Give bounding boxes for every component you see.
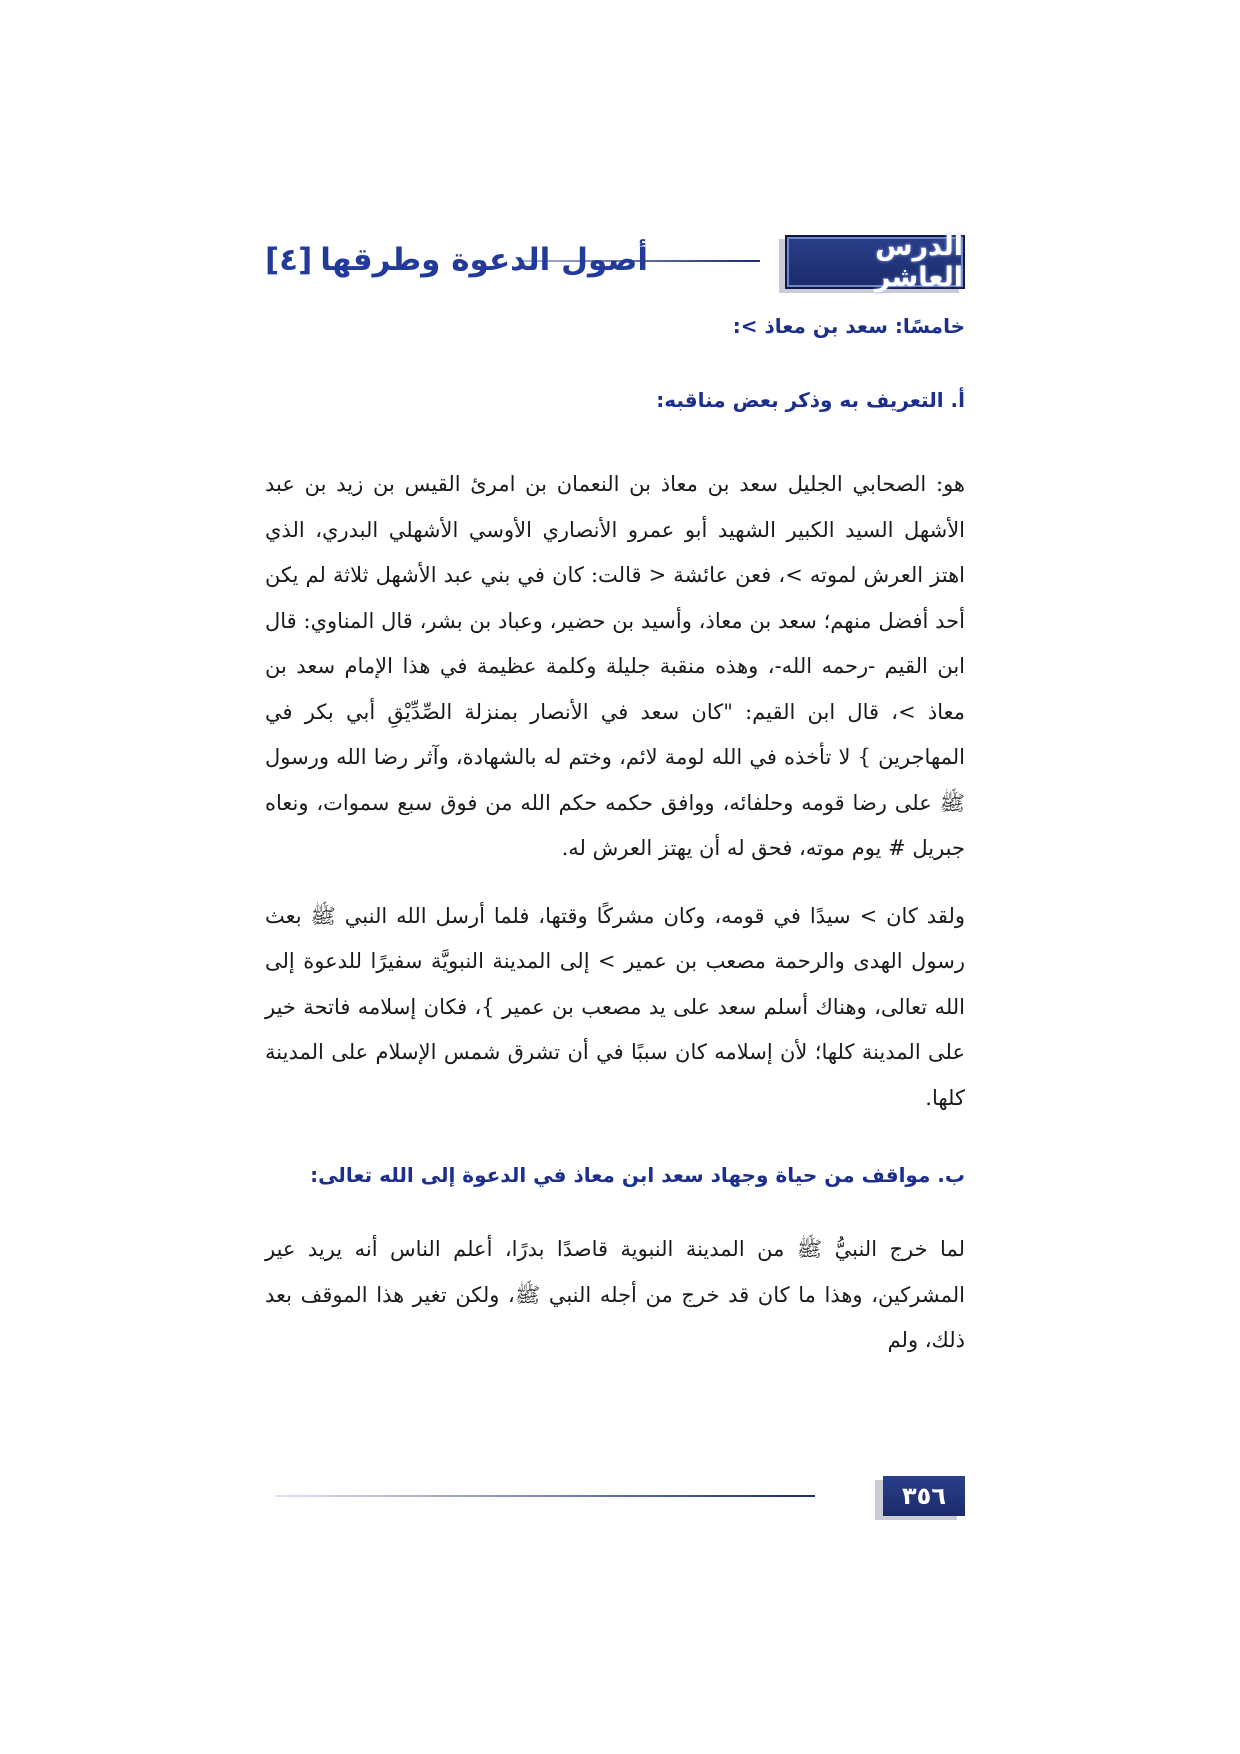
page-content xyxy=(265,308,965,1364)
footer-divider xyxy=(275,1495,815,1497)
subsection-b-title: ب. مواقف من حياة وجهاد سعد ابن معاذ في الدعوة إلى الله تعالى: xyxy=(310,1163,965,1187)
page-header xyxy=(265,231,965,293)
book-part-number: [٤] xyxy=(265,242,313,278)
book-title-text: أصول الدعوة وطرقها xyxy=(320,242,649,278)
book-title xyxy=(265,235,648,285)
paragraph-conversion: ولقد كان > سيدًا في قومه، وكان مشركًا وقتها، فلما أرسل الله النبي ﷺ بعث رسول الهدى والرحمة مصعب بن عمير > إلى المدينة النبويَّة سفيرًا للدعوة إلى الله تعالى، وهناك أسلم سعد على يد مصعب بن عمير }، فكان إسلامه فاتحة خير على المدينة كلها؛ لأن إسلامه كان سببًا في أن تشرق شمس الإسلام على المدينة كلها. xyxy=(265,903,965,1110)
paragraph-badr: لما خرج النبيُّ ﷺ من المدينة النبوية قاصدًا بدرًا، أعلم الناس أنه يريد عير المشركين، وهذا ما كان قد خرج من أجله النبي ﷺ، ولكن تغير هذا الموقف بعد ذلك، ولم xyxy=(265,1237,965,1352)
paragraph-biography: هو: الصحابي الجليل سعد بن معاذ بن النعمان بن امرئ القيس بن زيد بن عبد الأشهل السيد الكبير الشهيد أبو عمرو الأنصاري الأوسي الأشهلي البدري، الذي اهتز العرش لموته >، فعن عائشة < قالت: كان في بني عبد الأشهل ثلاثة لم يكن أحد أفضل منهم؛ سعد بن معاذ، وأسيد بن حضير، وعباد بن بشر، قال المناوي: قال ابن القيم -رحمه الله-، وهذه منقبة جليلة وكلمة عظيمة في هذا الإمام سعد بن معاذ >، قال ابن القيم: "كان سعد في الأنصار بمنزلة الصِّدِّيْقِ أبي بكر في المهاجرين } لا تأخذه في الله لومة لائم، وختم له بالشهادة، وآثر رضا الله ورسول ﷺ على رضا قومه وحلفائه، ووافق حكمه حكم الله من فوق سبع سموات، ونعاه جبريل # يوم موته، فحق له أن يهتز العرش له. xyxy=(265,472,965,860)
section-title: خامسًا: سعد بن معاذ >: xyxy=(732,314,965,338)
page-footer xyxy=(265,1476,965,1516)
lesson-label: الدرس العاشر xyxy=(874,231,963,293)
lesson-badge xyxy=(785,231,965,293)
page-number: ٣٥٦ xyxy=(883,1476,965,1516)
subsection-a-title: أ. التعريف به وذكر بعض مناقبه: xyxy=(656,388,965,412)
